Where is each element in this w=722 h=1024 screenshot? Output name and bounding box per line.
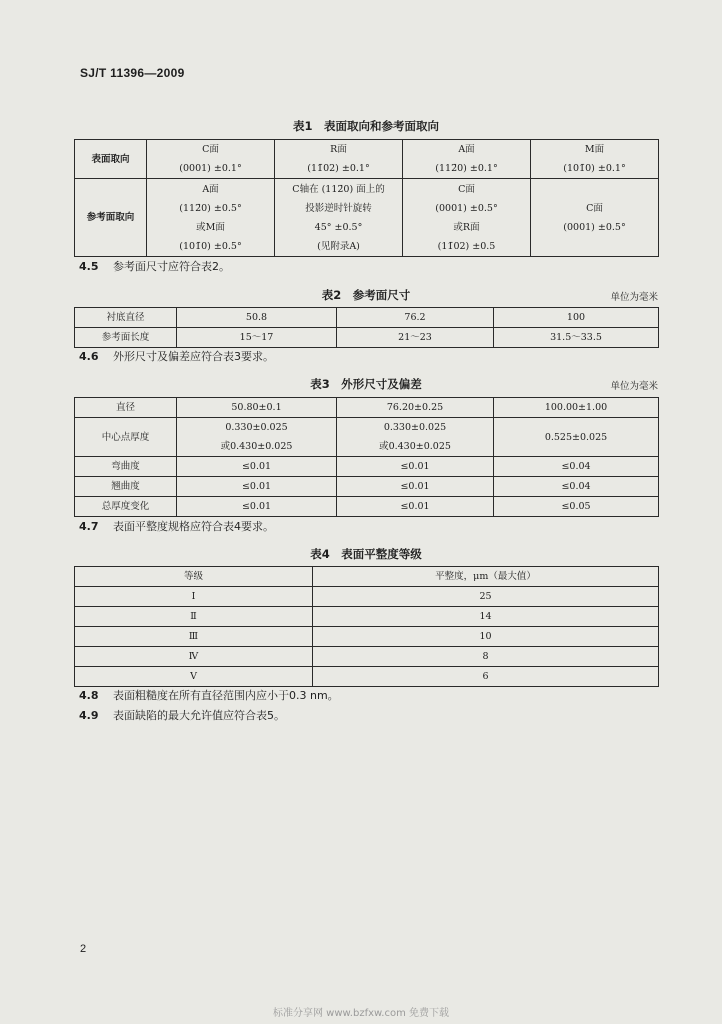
table3-cell: ≤0.01 xyxy=(177,477,337,497)
table4-row xyxy=(75,667,659,687)
table3-cell: 翘曲度 xyxy=(75,477,177,497)
standard-number: SJ/T 11396—2009 xyxy=(80,66,185,80)
table4-caption: 表4 表面平整度等级 xyxy=(310,547,422,561)
table2-cell: 21～23 xyxy=(337,328,494,348)
table4-cell: Ⅱ xyxy=(75,607,313,627)
table3-row xyxy=(75,398,659,418)
table1-cell: A面 (112̄0) ±0.1° xyxy=(403,140,531,179)
table2 xyxy=(74,307,659,348)
table1-row-reference xyxy=(75,179,659,257)
clause-4-7: 4.7 表面平整度规格应符合表4要求。 xyxy=(79,520,274,533)
table4-row xyxy=(75,627,659,647)
table3-cell: ≤0.01 xyxy=(177,497,337,517)
table2-cell: 76.2 xyxy=(337,308,494,328)
table3-cell: ≤0.04 xyxy=(494,457,659,477)
table3-cell: 0.525±0.025 xyxy=(494,418,659,457)
table3-cell: 中心点厚度 xyxy=(75,418,177,457)
table2-cell: 衬底直径 xyxy=(75,308,177,328)
table3-cell: ≤0.01 xyxy=(337,457,494,477)
table1-cell: C面 (0001) ±0.5° xyxy=(531,179,659,257)
table3-cell: ≤0.01 xyxy=(337,497,494,517)
table4-cell: Ⅴ xyxy=(75,667,313,687)
table4-cell: 25 xyxy=(313,587,659,607)
table4-cell: 6 xyxy=(313,667,659,687)
table4-header-cell: 等级 xyxy=(75,567,313,587)
table1-cell: C轴在 (112̄0) 面上的 投影逆时针旋转 45° ±0.5° (见附录A) xyxy=(275,179,403,257)
table3-unit: 单位为毫米 xyxy=(610,381,658,392)
table2-row xyxy=(75,328,659,348)
table1-caption: 表1 表面取向和参考面取向 xyxy=(292,119,439,133)
table3-cell: ≤0.04 xyxy=(494,477,659,497)
table1-row-surface xyxy=(75,140,659,179)
table4-cell: Ⅰ xyxy=(75,587,313,607)
table1-row2-header: 参考面取向 xyxy=(75,179,147,257)
table3-cell: ≤0.01 xyxy=(337,477,494,497)
table3-cell: ≤0.05 xyxy=(494,497,659,517)
clause-4-5: 4.5 参考面尺寸应符合表2。 xyxy=(79,260,230,273)
page-number: 2 xyxy=(80,943,87,955)
table4-cell: 8 xyxy=(313,647,659,667)
table3 xyxy=(74,397,659,517)
table3-row xyxy=(75,477,659,497)
table4-row xyxy=(75,607,659,627)
clause-4-6: 4.6 外形尺寸及偏差应符合表3要求。 xyxy=(79,350,274,363)
table4-cell: 10 xyxy=(313,627,659,647)
table4-cell: 14 xyxy=(313,607,659,627)
table3-cell: 100.00±1.00 xyxy=(494,398,659,418)
table1-row1-header: 表面取向 xyxy=(75,140,147,179)
table3-cell: 0.330±0.025 或0.430±0.025 xyxy=(177,418,337,457)
table2-caption: 表2 参考面尺寸 xyxy=(321,288,411,302)
table3-cell: ≤0.01 xyxy=(177,457,337,477)
table2-cell: 15～17 xyxy=(177,328,337,348)
table4-header-row xyxy=(75,567,659,587)
table3-cell: 50.80±0.1 xyxy=(177,398,337,418)
table1-cell: R面 (11̄02) ±0.1° xyxy=(275,140,403,179)
watermark-footer: 标准分享网 www.bzfxw.com 免费下载 xyxy=(273,1008,449,1019)
table3-row xyxy=(75,418,659,457)
table1-cell: C面 (0001) ±0.1° xyxy=(147,140,275,179)
table3-row xyxy=(75,457,659,477)
table3-cell: 直径 xyxy=(75,398,177,418)
table2-cell: 31.5～33.5 xyxy=(494,328,659,348)
clause-4-8: 4.8 表面粗糙度在所有直径范围内应小于0.3 nm。 xyxy=(79,689,339,702)
table1-cell: C面 (0001) ±0.5° 或R面 (11̄02) ±0.5 xyxy=(403,179,531,257)
table4-header-cell: 平整度，μm（最大值） xyxy=(313,567,659,587)
table4 xyxy=(74,566,659,687)
table2-row xyxy=(75,308,659,328)
table1-cell: A面 (112̄0) ±0.5° 或M面 (101̄0) ±0.5° xyxy=(147,179,275,257)
table3-caption: 表3 外形尺寸及偏差 xyxy=(310,377,422,391)
table4-row xyxy=(75,587,659,607)
table2-cell: 参考面长度 xyxy=(75,328,177,348)
table1 xyxy=(74,139,659,257)
table3-row xyxy=(75,497,659,517)
table4-cell: Ⅲ xyxy=(75,627,313,647)
table3-cell: 76.20±0.25 xyxy=(337,398,494,418)
table3-cell: 0.330±0.025 或0.430±0.025 xyxy=(337,418,494,457)
table3-cell: 总厚度变化 xyxy=(75,497,177,517)
table3-cell: 弯曲度 xyxy=(75,457,177,477)
table4-row xyxy=(75,647,659,667)
table2-cell: 100 xyxy=(494,308,659,328)
table1-cell: M面 (101̄0) ±0.1° xyxy=(531,140,659,179)
clause-4-9: 4.9 表面缺陷的最大允许值应符合表5。 xyxy=(79,709,285,722)
table2-cell: 50.8 xyxy=(177,308,337,328)
table4-cell: Ⅳ xyxy=(75,647,313,667)
table2-unit: 单位为毫米 xyxy=(610,292,658,303)
